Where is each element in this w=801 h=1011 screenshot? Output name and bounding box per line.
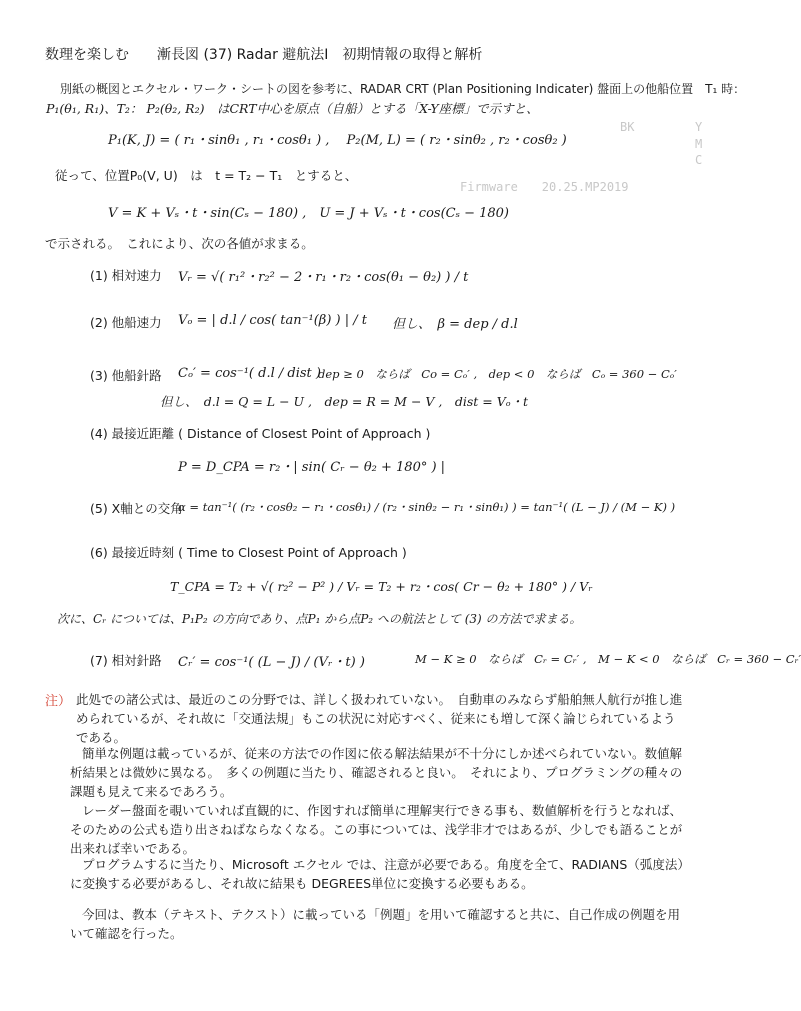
note-paragraph-5: 今回は、教本（テキスト、テクスト）に載っている「例題」を用いて確認すると共に、自己作成の例題を用いて確認を行った。 — [70, 907, 681, 941]
equation-p1-p2: P₁(K, J) = ( r₁・sinθ₁ , r₁・cosθ₁ ) , P₂(M, L) = ( r₂・sinθ₂ , r₂・cosθ₂ ) — [108, 133, 567, 148]
intro-line-2: P₁(θ₁, R₁)、T₂： P₂(θ₂, R₂) はCRT中心を原点（自船）とする「X-Y座標」で示すと、 — [46, 101, 539, 116]
item-5-label: (5) X軸との交角 — [90, 501, 183, 516]
page-title: 数理を楽しむ 漸長図 (37) Radar 避航法Ⅰ 初期情報の取得と解析 — [45, 47, 483, 63]
note-paragraph-3: レーダー盤面を覗いていれば直観的に、作図すれば簡単に理解実行できる事も、数値解析を行うとなれば、そのための公式も造り出さねばならなくなる。この事については、浅学非才ではあるが、少しでも語ることが出来れば幸いである。 — [70, 803, 683, 856]
ghost-c: C — [695, 153, 703, 167]
intro-line-1: 別紙の概図とエクセル・ワーク・シートの図を参考に、RADAR CRT (Plan Positioning Indicater) 盤面上の他船位置 T₁ 時： — [60, 82, 746, 96]
item-3-label: (3) 他船針路 — [90, 368, 162, 383]
note-mark: 注） — [45, 694, 72, 709]
item-4-formula: P = D_CPA = r₂・| sin( Cᵣ − θ₂ + 180° ) | — [178, 460, 446, 475]
item-1-label: (1) 相対速力 — [90, 268, 162, 283]
item-7-label: (7) 相対針路 — [90, 653, 162, 668]
intro-line-3: 従って、位置P₀(V, U) は t = T₂ − T₁ とすると、 — [55, 168, 358, 183]
ghost-m: M — [695, 137, 703, 151]
item-2-formula: Vₒ = | d.l / cos( tan⁻¹(β) ) | / t — [178, 313, 367, 328]
item-1-formula: Vᵣ = √( r₁²・r₂² − 2・r₁・r₂・cos(θ₁ − θ₂) ) / t — [178, 270, 469, 285]
item-5-formula: α = tan⁻¹( (r₂・cosθ₂ − r₁・cosθ₁) / (r₂・sinθ₂ − r₁・sinθ₁) ) = tan⁻¹( (L − J) / (M − K) ) — [178, 500, 676, 514]
note-paragraph-4: プログラムするに当たり、Microsoft エクセル では、注意が必要である。角度を全て、RADIANS（弧度法）に変換する必要があるし、それ故に結果も DEGREES単位に変換する必要もある。 — [70, 857, 684, 891]
item-3-extra: dep ≥ 0 ならば Co = Cₒ′ , dep < 0 ならば Cₒ = 360 − Cₒ′ — [318, 367, 677, 381]
item-6-formula: T_CPA = T₂ + √( r₂² − P² ) / Vᵣ = T₂ + r₂・cos( Cr − θ₂ + 180° ) / Vᵣ — [170, 579, 593, 594]
intro-line-4: で示される。 これにより、次の各値が求まる。 — [45, 236, 314, 251]
note-paragraph-1: 此処での諸公式は、最近のこの分野では、詳しく扱われていない。 自動車のみならず船舶無人航行が推し進められているが、それ故に「交通法規」もこの状況に対応すべく、従来にも増して深く論じられているようである。 — [76, 692, 683, 745]
item-2-extra: 但し、 β = dep / d.l — [392, 317, 518, 332]
item-3-sub: 但し、 d.l = Q = L − U , dep = R = M − V , dist = Vₒ・t — [160, 394, 529, 409]
ghost-firmware: Firmware 20.25.MP2019 — [460, 180, 629, 194]
equation-v-u: V = K + Vₛ・t・sin(Cₛ − 180) , U = J + Vₛ・t・cos(Cₛ − 180) — [108, 206, 510, 221]
ghost-bk: BK — [620, 120, 635, 134]
between-text: 次に、Cᵣ については、P₁P₂ の方向であり、点P₁ から点P₂ への航法として (3) の方法で求まる。 — [57, 612, 582, 626]
item-3-formula: Cₒ′ = cos⁻¹( d.l / dist ) — [178, 366, 321, 381]
item-7-formula: Cᵣ′ = cos⁻¹( (L − J) / (Vᵣ・t) ) — [178, 655, 365, 670]
ghost-y: Y — [695, 120, 703, 134]
item-2-label: (2) 他船速力 — [90, 315, 162, 330]
item-4-label: (4) 最接近距離 ( Distance of Closest Point of Approach ) — [90, 426, 431, 441]
item-7-extra: M − K ≥ 0 ならば Cᵣ = Cᵣ′ , M − K < 0 ならば Cᵣ = 360 − Cᵣ′ — [415, 652, 801, 666]
item-6-label: (6) 最接近時刻 ( Time to Closest Point of Approach ) — [90, 545, 407, 560]
note-paragraph-2: 簡単な例題は載っているが、従来の方法での作図に依る解法結果が不十分にしか述べられていない。数値解析結果とは微妙に異なる。 多くの例題に当たり、確認されると良い。 それにより、プログラミングの種々の課題も見えて来るであろう。 — [70, 746, 683, 799]
